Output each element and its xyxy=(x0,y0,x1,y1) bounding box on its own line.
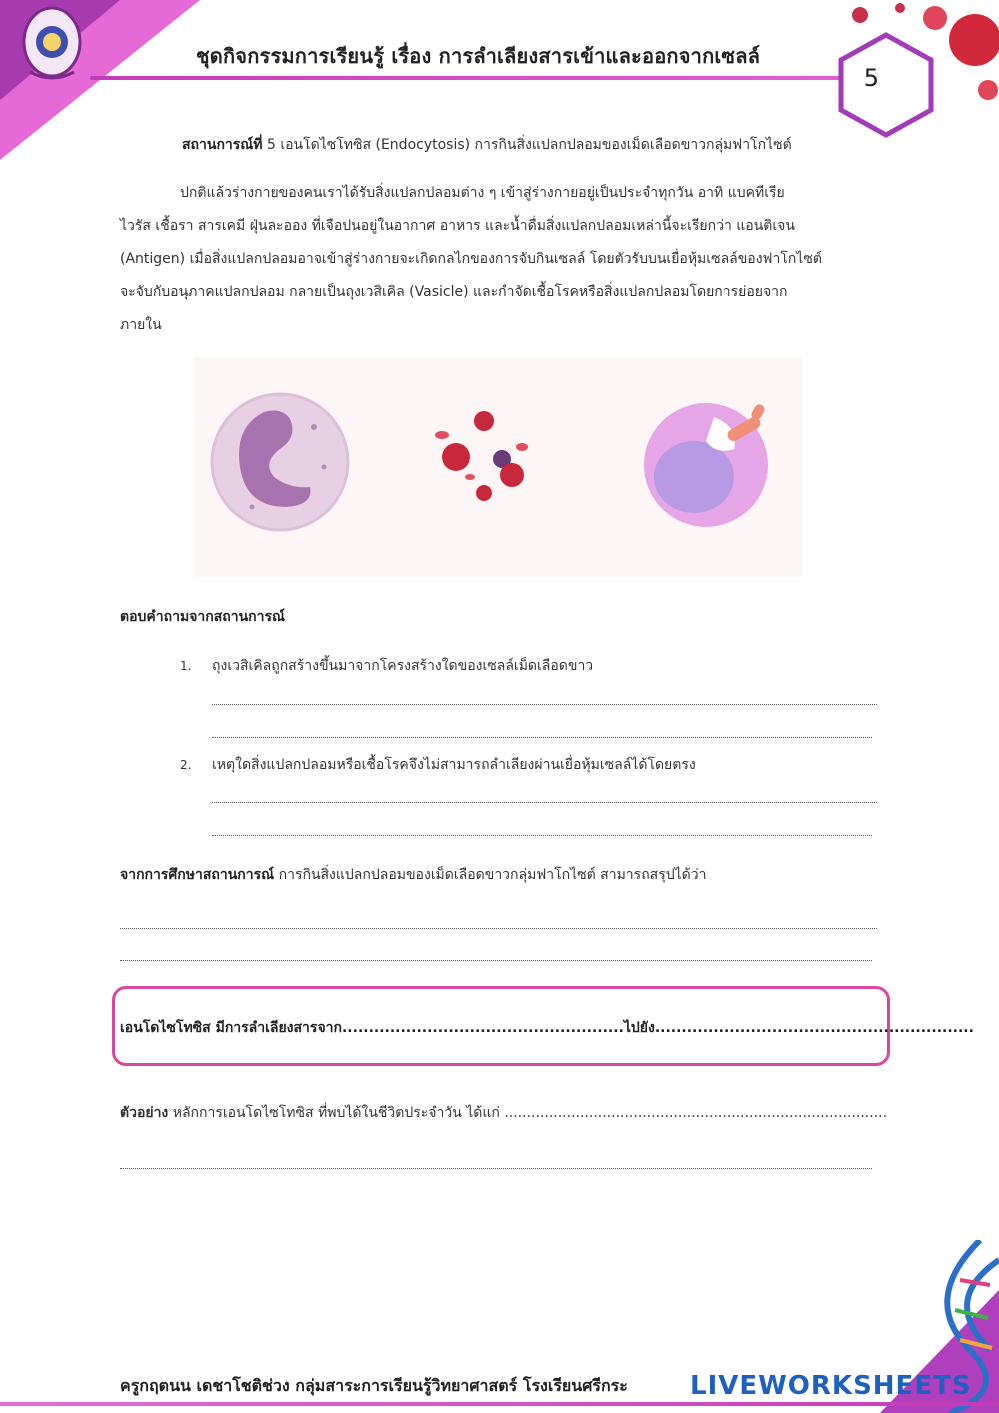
questions-heading: ตอบคำถามจากสถานการณ์ xyxy=(120,609,286,625)
intro-paragraph xyxy=(120,177,878,342)
header-underline xyxy=(90,76,850,80)
answer-line[interactable] xyxy=(212,736,872,738)
phagocytosis-illustration xyxy=(194,357,802,577)
scenario-heading xyxy=(182,134,792,156)
page-title: ชุดกิจกรรมการเรียนรู้ เรื่อง การลำเลียงสารเข้าและออกจากเซลล์ xyxy=(196,44,761,68)
paragraph-line: (Antigen) เมื่อสิ่งแปลกปลอมอาจเข้าสู่ร่างกายจะเกิดกลไกของการจับกินเซลล์ โดยตัวรับบนเยื่อหุ้มเซลล์ของฟาโกไซต์ xyxy=(120,251,822,267)
liveworksheets-logo[interactable]: LIVEWORKSHEETS xyxy=(690,1371,972,1401)
paragraph-line: ภายใน xyxy=(120,317,162,333)
conclusion-prompt xyxy=(120,864,706,886)
footer-credit: ครูกฤตนน เดชาโชติช่วง กลุ่มสาระการเรียนรู้วิทยาศาสตร์ โรงเรียนศรีกระ xyxy=(120,1376,628,1395)
answer-line[interactable] xyxy=(120,927,877,929)
example-label: ตัวอย่าง xyxy=(120,1105,169,1121)
answer-line[interactable] xyxy=(212,801,877,803)
summary-text[interactable]: เอนโดไซโทซิส มีการลำเลียงสารจาก.....................................................ไปยัง............................................................ xyxy=(120,1020,974,1036)
answer-line[interactable] xyxy=(212,703,877,705)
page-number: 5 xyxy=(863,64,879,92)
question-number: 1. xyxy=(180,659,192,673)
phagocyte-engulfing-icon xyxy=(644,403,768,527)
answer-line[interactable] xyxy=(120,959,872,961)
conclusion-text: การกินสิ่งแปลกปลอมของเม็ดเลือดขาวกลุ่มฟาโกไซต์ สามารถสรุปได้ว่า xyxy=(274,867,707,883)
question-number: 2. xyxy=(180,758,192,772)
paragraph-line: จะจับกับอนุภาคแปลกปลอม กลายเป็นถุงเวสิเคิล (Vasicle) และกำจัดเชื้อโรคหรือสิ่งแปลกปลอมโดยการย่อยจาก xyxy=(120,284,788,300)
example-prompt xyxy=(120,1102,887,1124)
question-text: ถุงเวสิเคิลถูกสร้างขึ้นมาจากโครงสร้างใดของเซลล์เม็ดเลือดขาว xyxy=(212,658,594,674)
question-text: เหตุใดสิ่งแปลกปลอมหรือเชื้อโรคจึงไม่สามารถลำเลียงผ่านเยื่อหุ้มเซลล์ได้โดยตรง xyxy=(212,757,696,773)
school-emblem-icon xyxy=(24,8,80,78)
paragraph-line: ปกติแล้วร่างกายของคนเราได้รับสิ่งแปลกปลอมต่าง ๆ เข้าสู่ร่างกายอยู่เป็นประจำทุกวัน อาทิ แบคทีเรีย xyxy=(180,185,785,201)
corner-decoration-top-left xyxy=(0,0,210,160)
germs-icon xyxy=(435,411,528,501)
footer-underline xyxy=(0,1402,999,1406)
question-1 xyxy=(180,655,593,677)
white-blood-cell-icon xyxy=(212,394,348,530)
page-badge xyxy=(831,30,941,140)
conclusion-label: จากการศึกษาสถานการณ์ xyxy=(120,867,275,883)
answer-line[interactable] xyxy=(212,834,872,836)
scenario-text: 5 เอนโดไซโทซิส (Endocytosis) การกินสิ่งแปลกปลอมของเม็ดเลือดขาวกลุ่มฟาโกไซต์ xyxy=(262,137,792,153)
answer-line[interactable] xyxy=(120,1167,872,1169)
paragraph-line: ไวรัส เชื้อรา สารเคมี ฝุ่นละออง ที่เจือปนอยู่ในอากาศ อาหาร และน้ำดื่มสิ่งแปลกปลอมเหล่านี้จะเรียกว่า แอนติเจน xyxy=(120,218,795,234)
scenario-label: สถานการณ์ที่ xyxy=(182,137,263,153)
question-2 xyxy=(180,754,696,776)
example-text[interactable]: หลักการเอนโดไซโทซิส ที่พบได้ในชีวิตประจำวัน ได้แก่ ...................................................................................... xyxy=(168,1105,888,1121)
